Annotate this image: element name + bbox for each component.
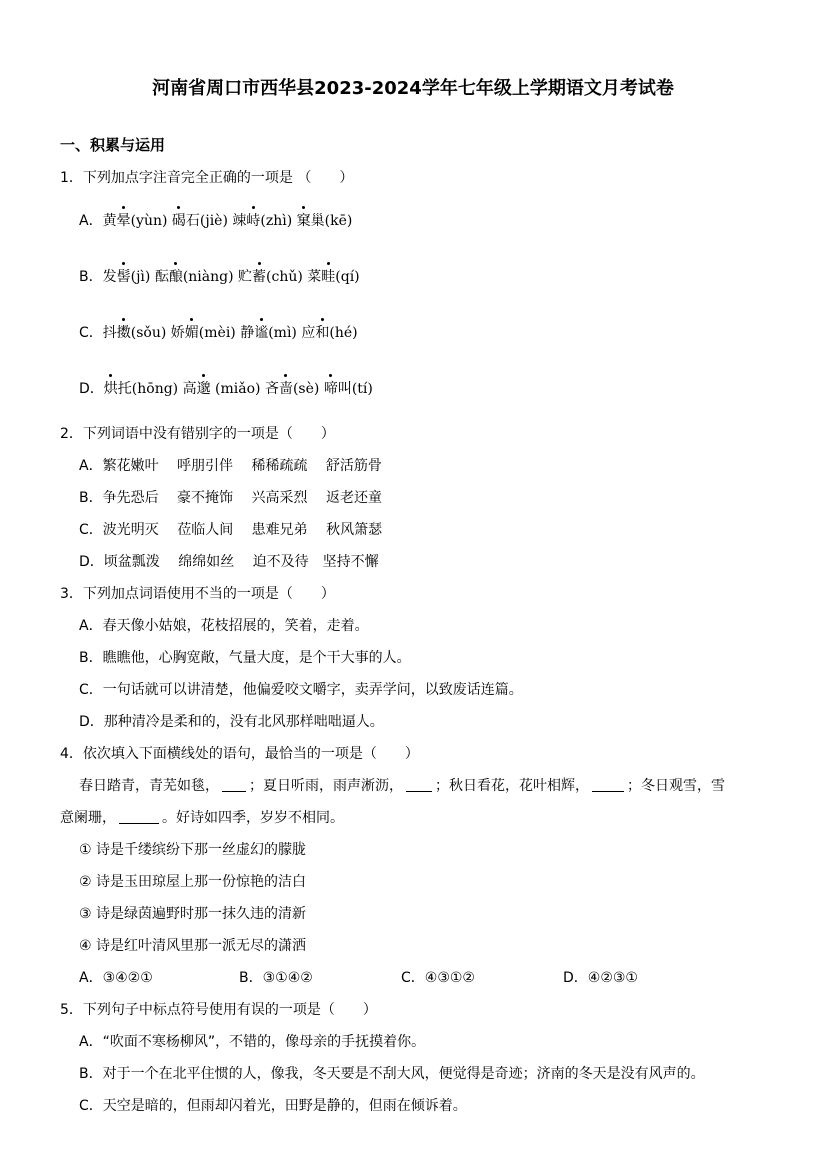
question-2-option-b: B．争先恐后 豪不掩饰 兴高采烈 返老还童 [79,490,382,506]
question-4-item-3: ③ 诗是绿茵遍野时那一抹久违的清新 [79,906,307,922]
dotted-char: 谧 [254,325,269,341]
question-1-option-c: C．抖擞(sǒu) 娇媚(mèi) 静谧(mì) 应和(hé) [79,325,358,341]
answer-blank [119,809,159,824]
dotted-char: 擞 [116,325,131,341]
question-5-option-c: C．天空是暗的，但雨却闪着光，田野是静的，但雨在倾诉着。 [79,1098,467,1114]
page-title: 河南省周口市西华县2023-2024学年七年级上学期语文月考试卷 [152,78,674,99]
dotted-char: 蓄 [252,269,267,285]
dotted-char: 髻 [116,269,131,285]
dotted-char: 和 [315,325,330,341]
dotted-char: 啼 [323,381,338,397]
question-4-passage-line-2: 意阑珊， 。好诗如四季，岁岁不相同。 [60,810,344,826]
dotted-char: 峙 [246,213,261,229]
question-3-option-c: C．一句话就可以讲清楚，他偏爱咬文嚼字，卖弄学问，以致废话连篇。 [79,682,523,698]
question-5-option-a: A．“吹面不寒杨柳风”，不错的，像母亲的手抚摸着你。 [79,1034,426,1050]
question-5-stem: 5．下列句子中标点符号使用有误的一项是（ ） [60,1002,377,1018]
question-4-passage-line-1: 春日踏青，青芜如毯， ；夏日听雨，雨声淅沥， ；秋日看花，花叶相辉， ；冬日观雪，雪 [79,778,725,794]
question-4-option-a: A．③④②① [79,970,153,986]
question-2-option-c: C．波光明灭 莅临人间 患难兄弟 秋风箫瑟 [79,522,383,538]
question-3-option-d: D．那种清冷是柔和的，没有北风那样咄咄逼人。 [79,714,384,730]
question-4-option-b: B．③①④② [239,970,313,986]
question-3-option-a: A．春天像小姑娘，花枝招展的，笑着，走着。 [79,618,369,634]
question-3-stem: 3．下列加点词语使用不当的一项是（ ） [60,586,335,602]
dotted-char: 晕 [116,213,131,229]
dotted-char: 酿 [168,269,183,285]
question-4-item-4: ④ 诗是红叶清风里那一派无尽的潇洒 [79,938,307,954]
dotted-char: 啬 [278,381,293,397]
question-4-item-1: ① 诗是千缕缤纷下那一丝虚幻的朦胧 [79,842,307,858]
dotted-char: 烘 [103,381,118,397]
question-1-option-a: A．黄晕(yùn) 碣石(jiè) 竦峙(zhì) 窠巢(kē) [79,213,353,229]
question-5-option-b: B．对于一个在北平住惯的人，像我，冬天要是不刮大风，便觉得是奇迹；济南的冬天是没有风声的。 [79,1066,705,1082]
dotted-char: 媚 [184,325,199,341]
dotted-char: 碣 [171,213,186,229]
answer-blank [222,777,246,792]
dotted-char: 邈 [196,381,211,397]
question-4-option-d: D．④②③① [563,970,638,986]
question-1-option-b: B．发髻(jì) 酝酿(niàng) 贮蓄(chǔ) 菜畦(qí) [79,269,360,285]
question-3-option-b: B．瞧瞧他，心胸宽敞，气量大度，是个干大事的人。 [79,650,411,666]
dotted-char: 畦 [321,269,336,285]
question-2-option-d: D．顷盆瓢泼 绵绵如丝 迫不及待 坚持不懈 [79,554,379,570]
question-1-option-d: D．烘托(hōng) 高邈 (miǎo) 吝啬(sè) 啼叫(tí) [79,381,373,397]
answer-blank [592,777,624,792]
section-title: 一、积累与运用 [60,136,166,154]
question-2-stem: 2．下列词语中没有错别字的一项是（ ） [60,426,335,442]
question-2-option-a: A．繁花嫩叶 呼朋引伴 稀稀疏疏 舒活筋骨 [79,458,382,474]
question-4-stem: 4．依次填入下面横线处的语句，最恰当的一项是（ ） [60,746,419,762]
question-1-stem: 1．下列加点字注音完全正确的一项是 （ ） [60,170,354,186]
answer-blank [406,777,432,792]
question-4-option-c: C．④③①② [401,970,475,986]
question-4-item-2: ② 诗是玉田琼屋上那一份惊艳的洁白 [79,874,307,890]
dotted-char: 窠 [296,213,311,229]
